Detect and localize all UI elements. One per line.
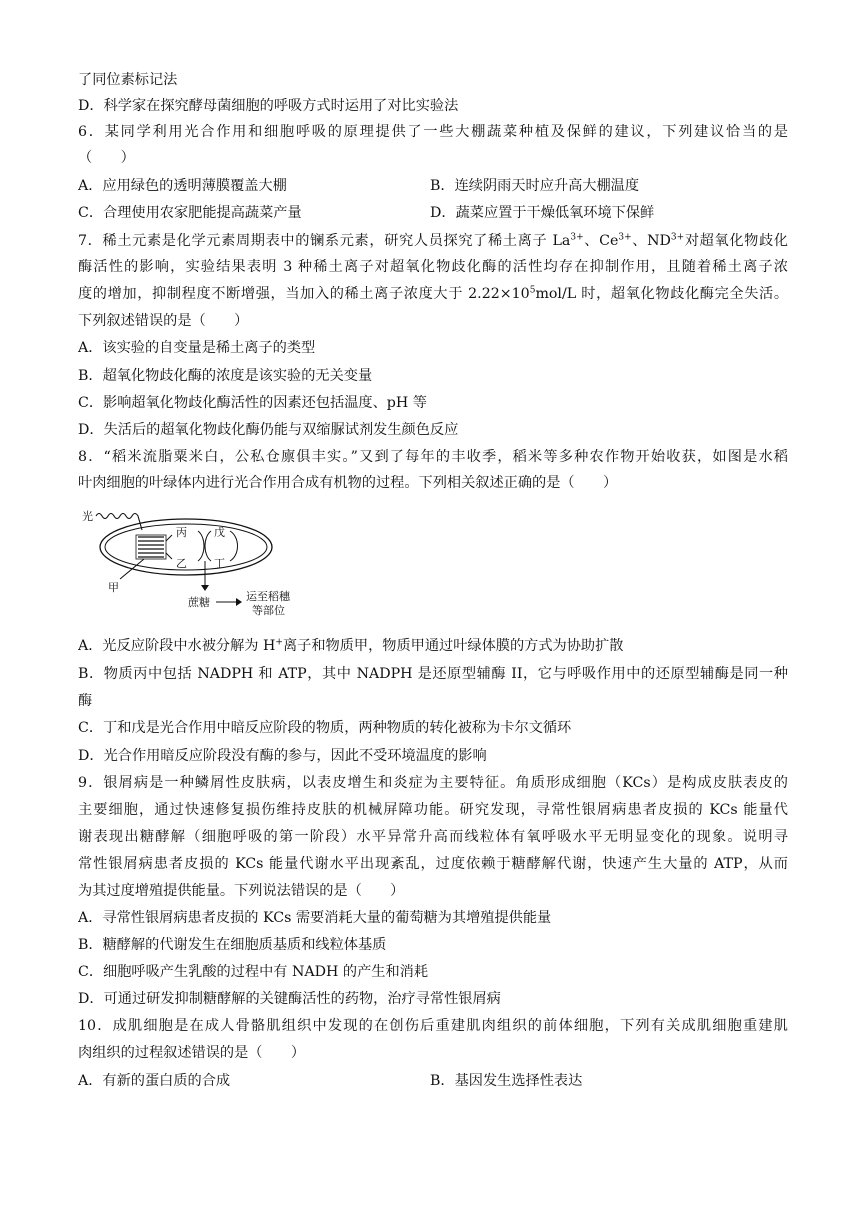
q9-stem-line5: 为其过度增殖提供能量。下列说法错误的是（ ） (78, 883, 405, 899)
q10-option-a: A．有新的蛋白质的合成 (78, 1073, 231, 1089)
q8-option-b-line2: 酶 (78, 693, 93, 709)
q6-options-row1 (78, 176, 788, 196)
diagram-label-ding: 丁 (214, 557, 225, 570)
q6-option-b: B．连续阴雨天时应升高大棚温度 (430, 178, 640, 194)
q10-option-b: B．基因发生选择性表达 (430, 1073, 583, 1089)
cycle-arc-center (205, 531, 211, 561)
q6-option-d: D．蔬菜应置于干燥低氧环境下保鲜 (430, 205, 655, 221)
q7-superscript: 3+ (570, 232, 584, 243)
arrow-from-yi (166, 553, 172, 559)
arrowhead-down-icon (201, 585, 209, 591)
q6-stem-line2: （ ） (78, 150, 135, 166)
q7-superscript: 3+ (618, 232, 632, 243)
chloroplast-diagram (80, 505, 320, 617)
q7-superscript: 3+ (670, 232, 685, 243)
q9-option-c: C．细胞呼吸产生乳酸的过程中有 NADH 的产生和消耗 (78, 964, 429, 980)
q7-stem-line1 (78, 231, 788, 251)
q7-text: mol/L 时，超氧化物歧化酶完全失活。 (535, 286, 788, 302)
q9-option-d: D．可通过研发抑制糖酵解的关键酶活性的药物，治疗寻常性银屑病 (78, 991, 501, 1007)
q10-stem-line2: 肉组织的过程叙述错误的是（ ） (78, 1045, 306, 1061)
q8-option-d: D．光合作用暗反应阶段没有酶的参与，因此不受环境温度的影响 (78, 748, 487, 764)
q8-option-b-line1: B．物质丙中包括 NADPH 和 ATP，其中 NADPH 是还原型辅酶 II，它与呼吸作用中的还原型辅酶是同一种 (78, 666, 788, 682)
diagram-label-bing: 丙 (176, 526, 187, 539)
grana-stack (136, 535, 166, 559)
arrowhead-right-icon (236, 598, 242, 606)
q5-option-d-continuation: 了同位素标记法 (78, 72, 178, 88)
q10-options-row1 (78, 1071, 788, 1091)
diagram-label-transport-line2: 等部位 (252, 604, 285, 617)
diagram-label-transport-line1: 运至稻穗 (246, 590, 290, 603)
q7-option-a: A．该实验的自变量是稀土离子的类型 (78, 340, 316, 356)
q8-option-c: C．丁和戊是光合作用中暗反应阶段的物质，两种物质的转化被称为卡尔文循环 (78, 720, 572, 736)
q7-option-d: D．失活后的超氧化物歧化酶仍能与双缩脲试剂发生颜色反应 (78, 422, 459, 438)
diagram-label-wu: 戊 (214, 526, 225, 539)
cycle-arc-left (198, 531, 204, 561)
q8-stem-line1: 8．“稻米流脂粟米白，公私仓廪俱丰实。”又到了每年的丰收季，稻米等多种农作物开始收获，如图是水稻 (78, 449, 788, 465)
q9-stem-line3: 谢表现出糖酵解（细胞呼吸的第一阶段）水平异常升高而线粒体有氧呼吸水平无明显变化的现象。说明寻 (78, 829, 788, 845)
q6-options-row2 (78, 203, 788, 223)
q9-stem-line4: 常性银屑病患者皮损的 KCs 能量代谢水平出现紊乱，过度依赖于糖酵解代谢，快速产生大量的 ATP，从而 (78, 856, 788, 872)
q7-text: 、ND (631, 233, 671, 249)
q8-superscript: + (275, 637, 283, 648)
diagram-label-jia: 甲 (108, 581, 119, 594)
q7-text: 度的增加，抑制程度不断增强，当加入的稀土离子浓度大于 2.22×10 (78, 286, 530, 302)
q6-option-a: A．应用绿色的透明薄膜覆盖大棚 (78, 178, 287, 194)
q7-stem-line4: 下列叙述错误的是（ ） (78, 313, 249, 329)
q7-stem-line2: 酶活性的影响，实验结果表明 3 种稀土离子对超氧化物歧化酶的活性均存在抑制作用，且随着稀土离子浓 (78, 259, 788, 275)
q7-text: 、Ce (583, 233, 619, 249)
q5-option-d: D．科学家在探究酵母菌细胞的呼吸方式时运用了对比实验法 (78, 98, 459, 114)
q8-text: 离子和物质甲，物质甲通过叶绿体膜的方式为协助扩散 (282, 638, 624, 654)
cycle-arc-right (230, 531, 238, 561)
q7-text: 7．稀土元素是化学元素周期表中的镧系元素，研究人员探究了稀土离子 La (78, 233, 571, 249)
q7-superscript: 5 (529, 285, 536, 296)
diagram-label-sucrose: 蔗糖 (188, 596, 210, 609)
q9-stem-line2: 主要细胞，通过快速修复损伤维持皮肤的机械屏障功能。研究发现，寻常性银屑病患者皮损的 KCs 能量代 (78, 802, 788, 818)
q9-stem-line1: 9．银屑病是一种鳞屑性皮肤病，以表皮增生和炎症为主要特征。角质形成细胞（KCs）是构成皮肤表皮的 (78, 775, 788, 791)
q9-option-a: A．寻常性银屑病患者皮损的 KCs 需要消耗大量的葡萄糖为其增殖提供能量 (78, 910, 552, 926)
q6-stem-line1: 6．某同学利用光合作用和细胞呼吸的原理提供了一些大棚蔬菜种植及保鲜的建议，下列建议恰当的是 (78, 124, 788, 140)
arrow-to-bing (166, 535, 172, 541)
q8-stem-line2: 叶肉细胞的叶绿体内进行光合作用合成有机物的过程。下列相关叙述正确的是（ ） (78, 475, 618, 491)
q10-stem-line1: 10．成肌细胞是在成人骨骼肌组织中发现的在创伤后重建肌肉组织的前体细胞，下列有关成肌细胞重建肌 (78, 1018, 788, 1034)
q8-option-a (78, 636, 788, 656)
q7-stem-line3 (78, 284, 788, 304)
q7-option-c: C．影响超氧化物歧化酶活性的因素还包括温度、pH 等 (78, 395, 427, 411)
q9-option-b: B．糖酵解的代谢发生在细胞质基质和线粒体基质 (78, 937, 387, 953)
q6-option-c: C．合理使用农家肥能提高蔬菜产量 (78, 205, 302, 221)
q7-option-b: B．超氧化物歧化酶的浓度是该实验的无关变量 (78, 368, 373, 384)
q7-text: 对超氧化物歧化 (684, 233, 788, 249)
diagram-label-light: 光 (82, 510, 93, 523)
q8-text: A．光反应阶段中水被分解为 H (78, 638, 276, 654)
diagram-label-yi: 乙 (176, 557, 187, 570)
light-wave-icon (96, 514, 142, 531)
